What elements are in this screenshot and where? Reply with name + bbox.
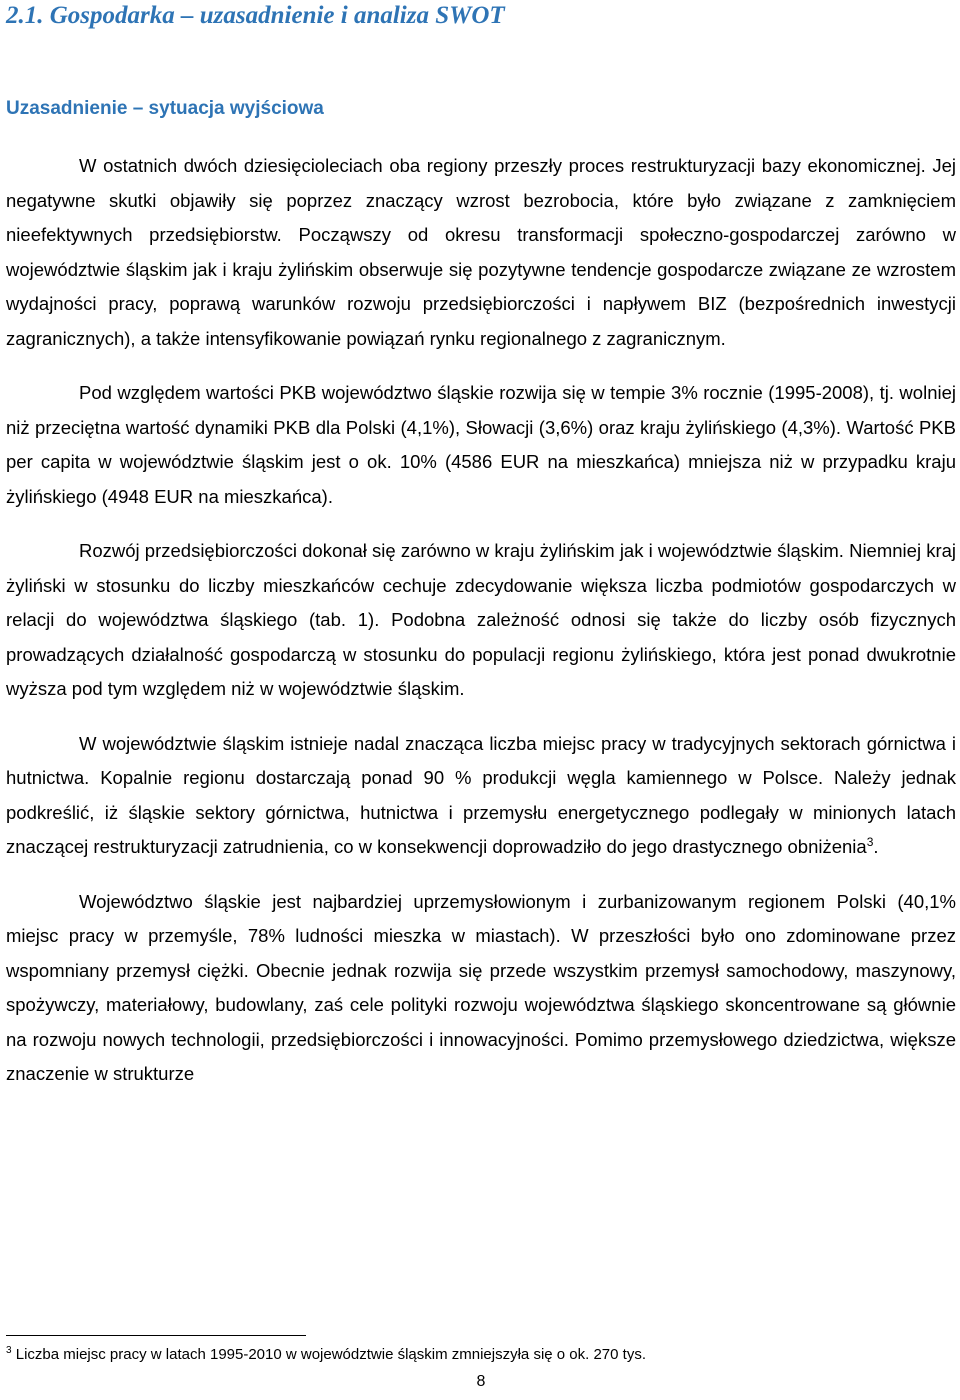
paragraph-4-text: W województwie śląskim istnieje nadal znacząca liczba miejsc pracy w tradycyjnych sektorach górnictwa i hutnictwa. Kopalnie regionu dostarczają ponad 90 % produkcji węgla kamiennego w Polsce. Należy jednak podkreślić, iż śląskie sektory górnictwa, hutnictwa i przemysłu energetycznego podlegały w minionych latach znaczącej restrukturyzacji zatrudnienia, co w konsekwencji doprowadziło do jego drastycznego obniżenia [6, 732, 956, 857]
footnote [6, 1345, 646, 1365]
footnote-text: Liczba miejsc pracy w latach 1995-2010 w województwie śląskim zmniejszyła się o ok. 270 tys. [15, 1346, 646, 1363]
paragraph-4 [6, 727, 956, 865]
paragraph-1: W ostatnich dwóch dziesięcioleciach oba regiony przeszły proces restrukturyzacji bazy ekonomicznej. Jej negatywne skutki objawiły się poprzez znaczący wzrost bezrobocia, które było związane z zamknięciem nieefektywnych przedsiębiorstw. Począwszy od okresu transformacji społeczno-gospodarczej zarówno w województwie śląskim jak i kraju żylińskim obserwuje się pozytywne tendencje gospodarcze związane ze wzrostem wydajności pracy, poprawą warunków rozwoju przedsiębiorczości i napływem BIZ (bezpośrednich inwestycji zagranicznych), a także intensyfikowanie powiązań rynku regionalnego z zagranicznym. [6, 155, 956, 349]
paragraph-2: Pod względem wartości PKB województwo śląskie rozwija się w tempie 3% rocznie (1995-2008), tj. wolniej niż przeciętna wartość dynamiki PKB dla Polski (4,1%), Słowacji (3,6%) oraz kraju żylińskiego (4,3%). Wartość PKB per capita w województwie śląskim jest o ok. 10% (4586 EUR na mieszkańca) mniejsza niż w przypadku kraju żylińskiego (4948 EUR na mieszkańca). [6, 382, 956, 507]
paragraph-3: Rozwój przedsiębiorczości dokonał się zarówno w kraju żylińskim jak i województwie śląskim. Niemniej kraj żyliński w stosunku do liczby mieszkańców cechuje zdecydowanie większa liczba podmiotów gospodarczych w relacji do województwa śląskiego (tab. 1). Podobna zależność odnosi się także do liczby osób fizycznych prowadzących działalność gospodarczą w stosunku do populacji regionu żylińskiego, która jest ponad dwukrotnie wyższa pod tym względem niż w województwie śląskim. [6, 540, 956, 699]
body-text [6, 149, 956, 1092]
paragraph-5: Województwo śląskie jest najbardziej uprzemysłowionym i zurbanizowanym regionem Polski (40,1% miejsc pracy w przemyśle, 78% ludności mieszka w miastach). W przeszłości było ono zdominowane przez wspomniany przemysł ciężki. Obecnie jednak rozwija się przede wszystkim przemysł samochodowy, maszynowy, spożywczy, materiałowy, budowlany, zaś cele polityki rozwoju województwa śląskiego skoncentrowane są głównie na rozwoju nowych technologii, przedsiębiorczości i innowacyjności. Pomimo przemysłowego dziedzictwa, większe znaczenie w strukturze [6, 890, 956, 1084]
footnote-reference[interactable]: 3 [866, 834, 874, 849]
footnote-separator [6, 1335, 306, 1336]
footnote-number: 3 [6, 1345, 12, 1356]
subsection-title: Uzasadnienie – sytuacja wyjściowa [6, 98, 324, 119]
section-title: 2.1. Gospodarka – uzasadnienie i analiza SWOT [6, 2, 505, 29]
paragraph-4-end: . [873, 836, 879, 857]
page-number: 8 [476, 1373, 486, 1390]
document-page [6, 0, 956, 1400]
